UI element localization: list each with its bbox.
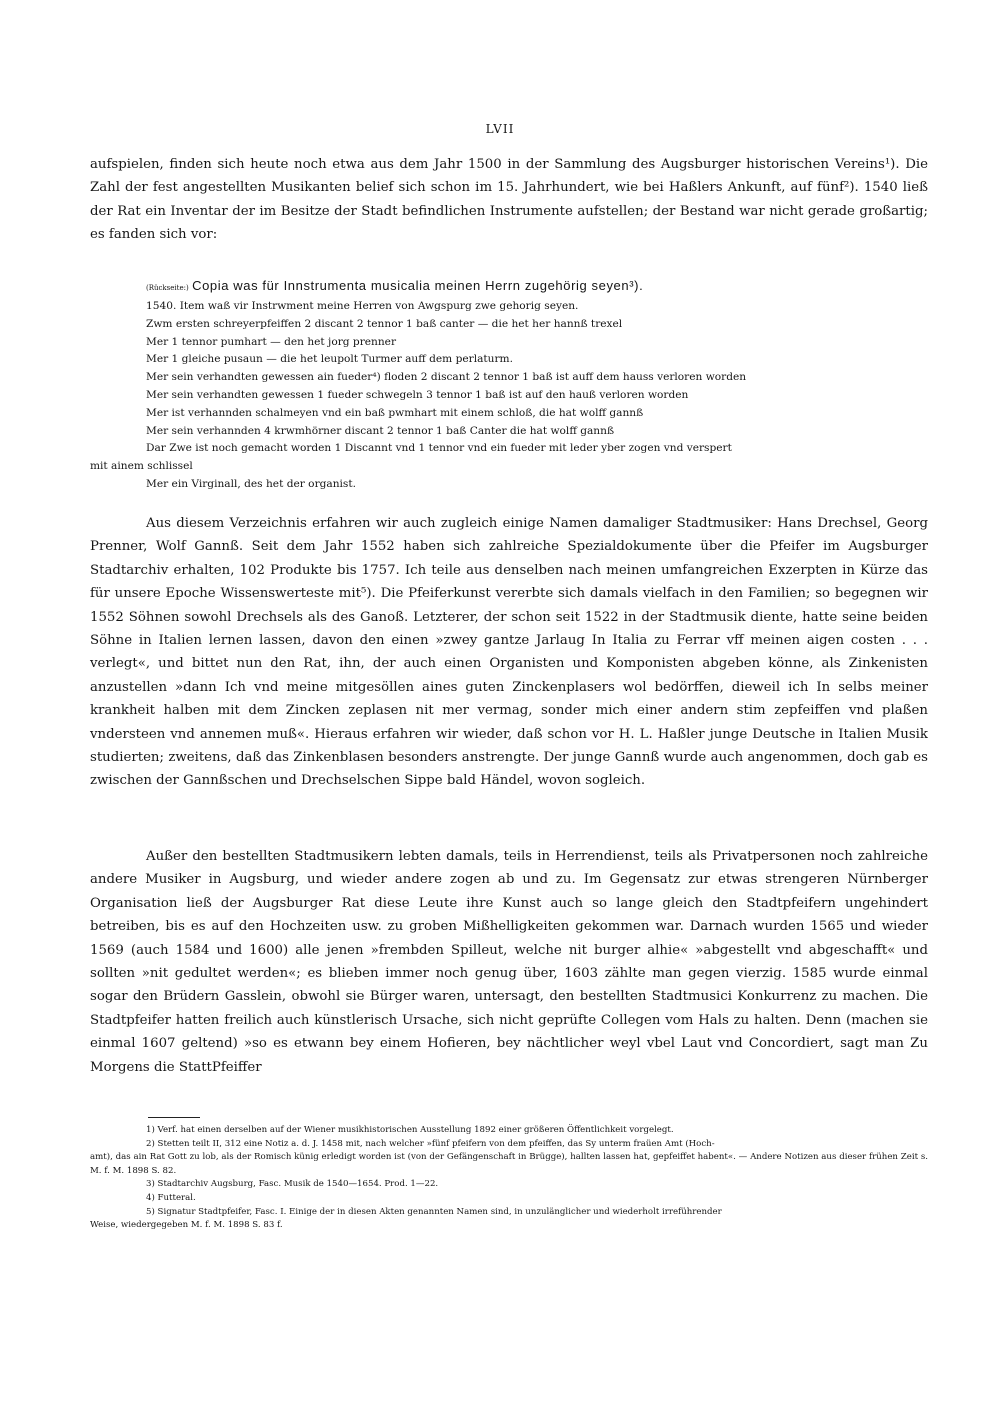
paragraph-stadtmusiker: Aus diesem Verzeichnis erfahren wir auch zugleich einige Namen damaliger Stadtmusiker: Hans Drechsel, Georg Prenner, Wolf Gannß. Seit dem Jahr 1552 haben sich zahlreiche Spezialdokumente über die Pfeifer im Augsburger Stadtarchiv erhalten, 102 Produkte bis 1757. Ich teile aus denselben nach meinen umfangreichen Exzerpten in Kürze das für unsere Epoche Wissenswerteste mit⁵). Die Pfeiferkunst vererbte sich damals vielfach in den Familien; so begegnen wir 1552 Söhnen sowohl Drechsels als des Ganoß. Letzterer, der schon seit 1522 in der Stadtmusik diente, hatte seine beiden Söhne in Italien lernen lassen, davon den einen »zwey gantze Jarlaug In Italia zu Ferrar vff meinen aigen costen . . . verlegt«, und bittet nun den Rat, ihn, der auch einen Organisten und Komponisten abgeben könne, als Zinkenisten anzustellen »dann Ich vnd meine mitgesöllen aines guten Zinckenplasers wol bedörffen, dieweil ich In selbs meiner krankheit halben mit dem Zincken zeplasen nit mer vermag, sonder mich einer andern stim zepfeiffen vnd plaßen vndersteen vnd annemen muß«. Hieraus erfahren wir wieder, daß schon vor H. L. Haßler junge Deutsche in Italien Musik studierten; zweitens, daß das Zinkenblasen besonders anstrengte. Der junge Gannß wurde auch angenommen, doch gab es zwischen der Gannßschen und Drechselschen Sippe bald Händel, wovon sogleich. xyxy=(90,516,928,789)
document-line: Mer 1 gleiche pusaun — die het leupolt Turmer auff dem perlaturm. xyxy=(146,353,513,366)
footnotes xyxy=(90,1124,928,1233)
footnote-2: 2) Stetten teilt II, 312 eine Notiz a. d. J. 1458 mit, nach welcher »fünf pfeifern von dem pfeiffen, das Sy unterm fraüen Amt (Hoch- xyxy=(146,1138,715,1149)
footnote-5: 5) Signatur Stadtpfeifer, Fasc. I. Einige der in diesen Akten genannten Namen sind, in unzulänglicher und wiederholt irreführender xyxy=(146,1206,722,1217)
footnote-5-continuation: Weise, wiedergegeben M. f. M. 1898 S. 83 f. xyxy=(90,1220,283,1231)
footnote-1: 1) Verf. hat einen derselben auf der Wiener musikhistorischen Ausstellung 1892 einer größeren Öffentlichkeit vorgelegt. xyxy=(146,1125,674,1135)
document-line-continuation: mit ainem schlissel xyxy=(90,460,193,473)
rueckseite-label: (Rückseite:) xyxy=(146,284,189,292)
document-line: Mer ist verhannden schalmeyen vnd ein baß pwmhart mit einem schloß, die hat wolff gannß xyxy=(146,406,644,419)
footnote-2-continuation: amt), das ain Rat Gott zu lob, als der Romisch künig erledigt worden ist (von der Gefängenschaft in Brügge), hallten lassen hat, gepfeiffet habent«. — Andere Notizen aus dieser frühen Zeit s. M. f. M. 1898 S. 82. xyxy=(90,1152,928,1176)
document-line: Mer sein verhandten gewessen 1 fueder schwegeln 3 tennor 1 baß ist auf den hauß verloren worden xyxy=(146,388,689,401)
page-number: LVII xyxy=(485,122,515,136)
document-line: 1540. Item waß vir Instrwment meine Herren von Awgspurg zwe gehorig seyen. xyxy=(146,300,579,312)
document-line: Mer sein verhandten gewessen ain fueder⁴) floden 2 discant 2 tennor 1 baß ist auff dem hauss verloren worden xyxy=(146,371,747,384)
document-line: Mer sein verhannden 4 krwmhörner discant 2 tennor 1 baß Canter die hat wolff gannß xyxy=(146,424,615,437)
document-line: Zwm ersten schreyerpfeiffen 2 discant 2 tennor 1 baß canter — die het her hannß trexel xyxy=(146,317,623,330)
paragraph-fremde-musiker: Außer den bestellten Stadtmusikern lebten damals, teils in Herrendienst, teils als Privatpersonen noch zahlreiche andere Musiker in Augsburg, und wieder andere zogen ab und zu. Im Gegensatz zur etwas strengeren Nürnberger Organisation ließ der Augsburger Rat diese Leute ihre Kunst auch so lange gleich den Stadtpfeifern ungehindert betreiben, bis es auf den Hochzeiten usw. zu groben Mißhelligkeiten gekommen war. Darnach wurden 1565 und wieder 1569 (auch 1584 und 1600) alle jenen »frembden Spilleut, welche nit burger alhie« »abgestellt vnd abgeschafft« und sollten »nit gedultet werden«; es blieben immer noch genug über, 1603 zählte man gegen vierzig. 1585 wurde einmal sogar den Brüdern Gasslein, obwohl sie Bürger waren, untersagt, den bestellten Stadtmusici Konkurrenz zu machen. Die Stadtpfeifer hatten freilich auch künstlerisch Ursache, sich nicht geprüfte Collegen vom Hals zu halten. Denn (machen sie einmal 1607 geltend) »so es etwann bey einem Hofieren, bey nächtlicher weyl vbel Laut vnd Concordiert, sagt man Zu Morgens die StattPfeiffer xyxy=(90,849,928,1075)
document-line: Mer ein Virginall, des het der organist. xyxy=(146,477,356,490)
document-line: Mer 1 tennor pumhart — den het jorg prenner xyxy=(146,335,397,348)
footnote-3: 3) Stadtarchiv Augsburg, Fasc. Musik de 1540—1654. Prod. 1—22. xyxy=(146,1179,439,1190)
document-title: Copia was für Innstrumenta musicalia meinen Herrn zugehörig seyen³). xyxy=(192,278,644,293)
footnote-separator xyxy=(148,1117,200,1118)
paragraph-intro: aufspielen, finden sich heute noch etwa aus dem Jahr 1500 in der Sammlung des Augsburger historischen Vereins¹). Die Zahl der fest angestellten Musikanten belief sich schon im 15. Jahrhundert, wie bei Haßlers Ankunft, auf fünf²). 1540 ließ der Rat ein Inventar der im Besitze der Stadt befindlichen Instrumente aufstellen; der Bestand war nicht gerade großartig; es fanden sich vor: xyxy=(90,157,928,243)
document-title-line xyxy=(146,276,916,298)
footnote-4: 4) Futteral. xyxy=(146,1192,196,1203)
document-line: Dar Zwe ist noch gemacht worden 1 Discannt vnd 1 tennor vnd ein fueder mit leder yber zogen vnd verspert xyxy=(146,442,732,455)
inventory-document xyxy=(90,276,916,494)
